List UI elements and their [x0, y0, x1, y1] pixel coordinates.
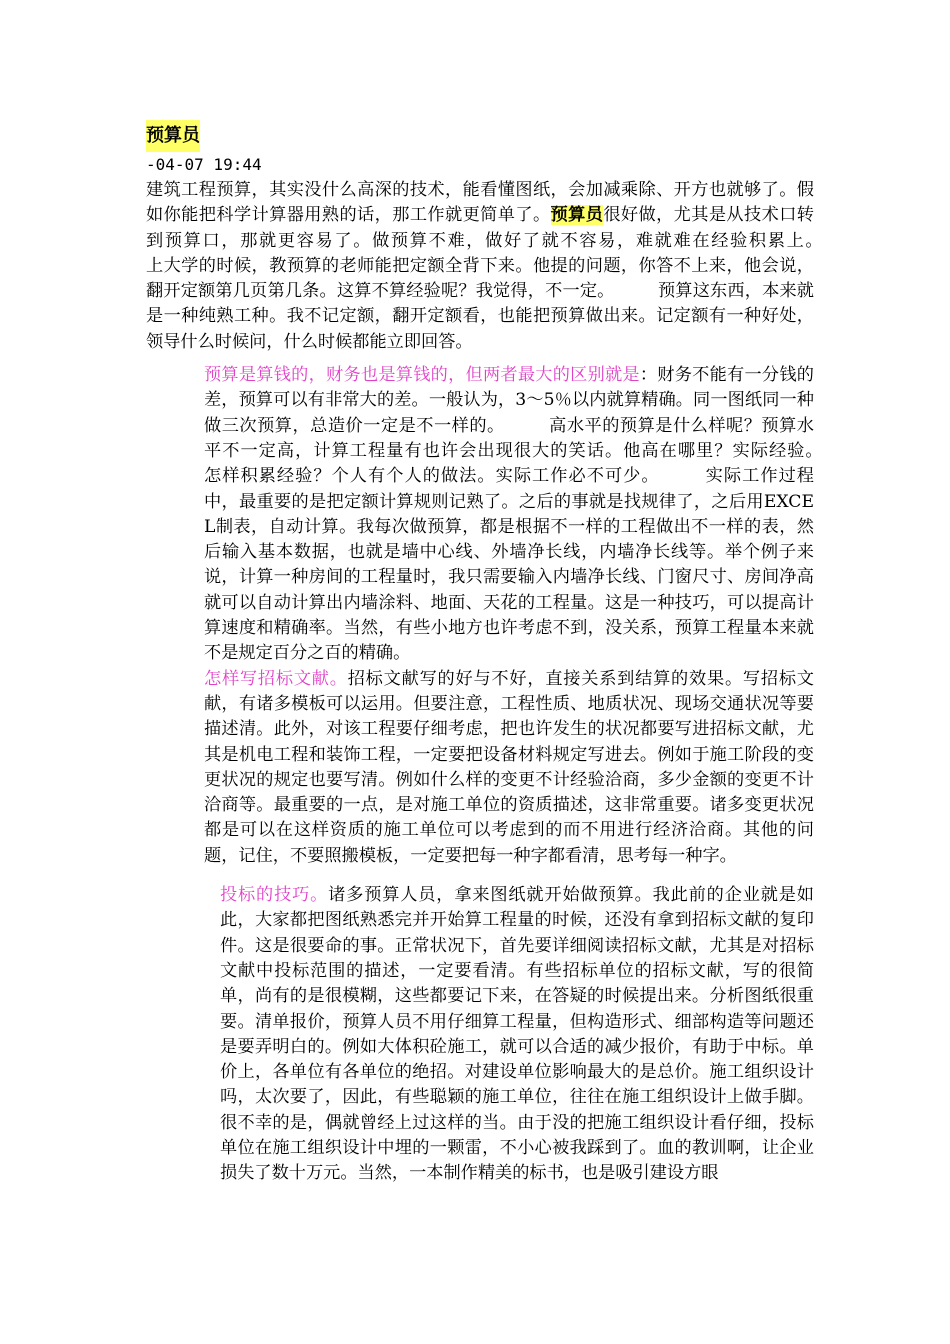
post-date: -04-07 19:44 — [146, 155, 262, 174]
section-heading-tender: 怎样写招标文献。 — [204, 668, 348, 689]
document-page — [146, 120, 866, 1187]
paragraph-gap — [146, 355, 814, 363]
paragraph-budget-text: ：财务不能有一分钱的差，预算可以有非常大的差。一般认为，3～5％以内就算精确。同一图纸同一种做三次预算，总造价一定是不一样的。 高水平的预算是什么样呢？预算水平不一定高，计算工程量有也许会出现很大的笑话。他高在哪里？实际经验。 怎样积累经验？个人有个人的做法。实际工作必不可少。 实际工作过程中，最重要的是把定额计算规则记熟了。之后的事就是找规律了，之后用EXCEL制表，自动计算。我每次做预算，都是根据不一样的工程做出不一样的表，然后输入基本数据，也就是墙中心线、外墙净长线，内墙净长线等。举个例子来说，计算一种房间的工程量时，我只需要输入内墙净长线、门窗尺寸、房间净高就可以自动计算出内墙涂料、地面、天花的工程量。这是一种技巧，可以提高计算速度和精确率。当然，有些小地方也许考虑不到，没关系，预算工程量本来就不是规定百分之百的精确。 — [204, 365, 832, 664]
paragraph-intro — [146, 178, 866, 355]
document-title: 预算员 — [146, 120, 200, 152]
paragraph-tender-text: 招标文献写的好与不好，直接关系到结算的效果。写招标文献，有诸多模板可以运用。但要注意，工程性质、地质状况、现场交通状况等要描述清。此外，对该工程要仔细考虑，把也许发生的状况都要写进招标文献，尤其是机电工程和装饰工程，一定要把设备材料规定写进去。例如于施工阶段的变更状况的规定也要写清。例如什么样的变更不计经验洽商，多少金额的变更不计洽商等。最重要的一点，是对施工单位的资质描述，这非常重要。诸多变更状况都是可以在这样资质的施工单位可以考虑到的而不用进行经济洽商。其他的问题，记住，不要照搬模板，一定要把每一种字都看清，思考每一种字。 — [204, 668, 814, 866]
paragraph-bidding-text: 诸多预算人员，拿来图纸就开始做预算。我此前的企业就是如此，大家都把图纸熟悉完并开始算工程量的时候，还没有拿到招标文献的复印件。这是很要命的事。正常状况下，首先要详细阅读招标文献，尤其是对招标文献中投标范围的描述，一定要看清。有些招标单位的招标文献，写的很简单，尚有的是很模糊，这些都要记下来，在答疑的时候提出来。分析图纸很重要。清单报价，预算人员不用仔细算工程量，但构造形式、细部构造等问题还是要弄明白的。例如大体积砼施工，就可以合适的减少报价，有助于中标。单价上，各单位有各单位的绝招。对建设单位影响最大的是总价。施工组织设计吗，太次要了，因此，有些聪颖的施工单位，往往在施工组织设计上做手脚。很不幸的是，偶就曾经上过这样的当。由于没的把施工组织设计看仔细，投标单位在施工组织设计中埋的一颗雷，不小心被我踩到了。血的教训啊，让企业损失了数十万元。当然，一本制作精美的标书，也是吸引建设方眼 — [220, 885, 814, 1184]
paragraph-intro-text-a: 建筑工程预算，其实没什么高深的技术，能看懂图纸，会加减乘除、开方也就够了。假如你能把科学计算器用熟的话，那工作就更简单了。 — [146, 180, 814, 226]
highlighted-keyword: 预算员 — [550, 205, 604, 226]
paragraph-gap — [146, 869, 814, 883]
paragraph-tender-document — [146, 667, 814, 869]
paragraph-budget-vs-finance — [146, 363, 832, 667]
paragraph-intro-text-b: 很好做，尤其是从技术口转到预算口，那就更容易了。做预算不难，做好了就不容易，难就难在经验积累上。 上大学的时候，教预算的老师能把定额全背下来。他提的问题，你答不上来，他会说，翻开定额第几页第几条。这算不算经验呢？我觉得，不一定。 预算这东西，本来就是一种纯熟工种。我不记定额，翻开定额看，也能把预算做出来。记定额有一种好处，领导什么时候问，什么时候都能立即回答。 — [146, 205, 866, 352]
section-heading-bidding: 投标的技巧。 — [220, 885, 329, 906]
section-heading-budget: 预算是算钱的，财务也是算钱的，但两者最大的区别就是 — [204, 365, 640, 386]
paragraph-bidding-skills — [146, 883, 814, 1187]
